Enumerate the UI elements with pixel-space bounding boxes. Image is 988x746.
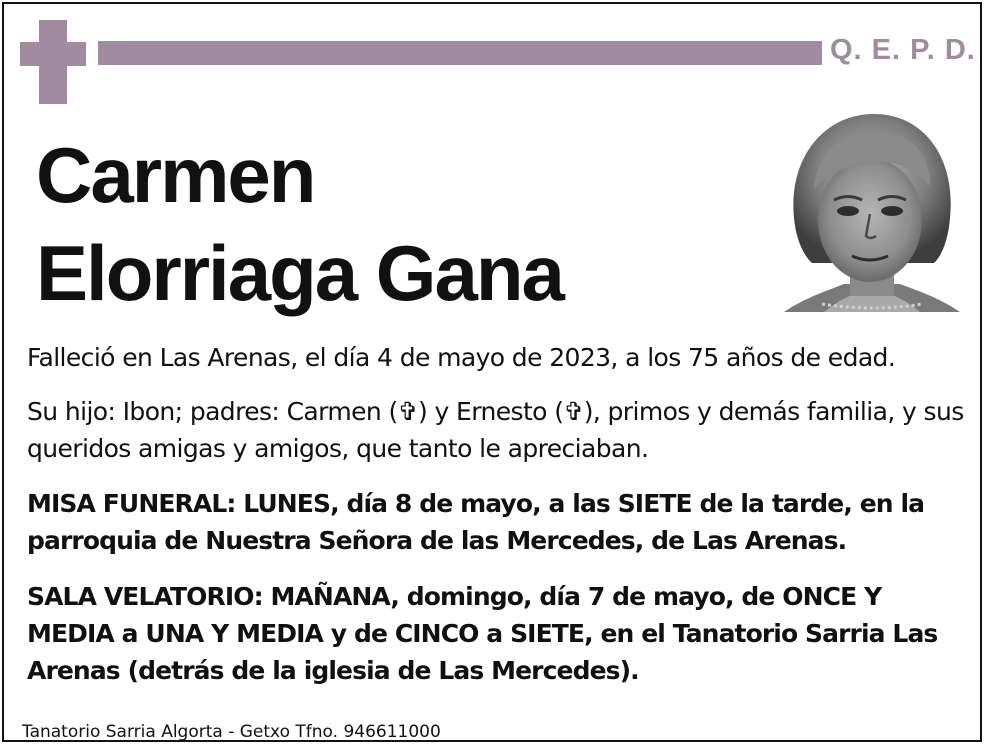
deceased-surnames: Elorriaga Gana (36, 229, 563, 317)
portrait-photo (784, 108, 960, 312)
obituary-notice (2, 2, 982, 742)
wake-room-text: SALA VELATORIO: MAÑANA, domingo, día 7 de mayo, de ONCE Y MEDIA a UNA Y MEDIA y de CINCO a SIETE, en el Tanatorio Sarria Las Arenas (detrás de la iglesia de Las Mercedes). (27, 582, 938, 685)
header-bar (98, 41, 822, 65)
death-notice-text: Falleció en Las Arenas, el día 4 de mayo de 2023, a los 75 años de edad. (27, 343, 896, 372)
deceased-first-name: Carmen (36, 131, 315, 219)
qepd-label: Q. E. P. D. (830, 34, 976, 66)
footer-funeral-home: Tanatorio Sarria Algorta - Getxo Tfno. 946611000 (22, 722, 441, 742)
funeral-mass-text: MISA FUNERAL: LUNES, día 8 de mayo, a las SIETE de la tarde, en la parroquia de Nuestra Señora de las Mercedes, de Las Arenas. (27, 489, 925, 555)
cross-icon-arm (20, 42, 86, 66)
family-text: Su hijo: Ibon; padres: Carmen (✞) y Ernesto (✞), primos y demás familia, y sus queridos amigas y amigos, que tanto le apreciaban. (27, 397, 964, 463)
